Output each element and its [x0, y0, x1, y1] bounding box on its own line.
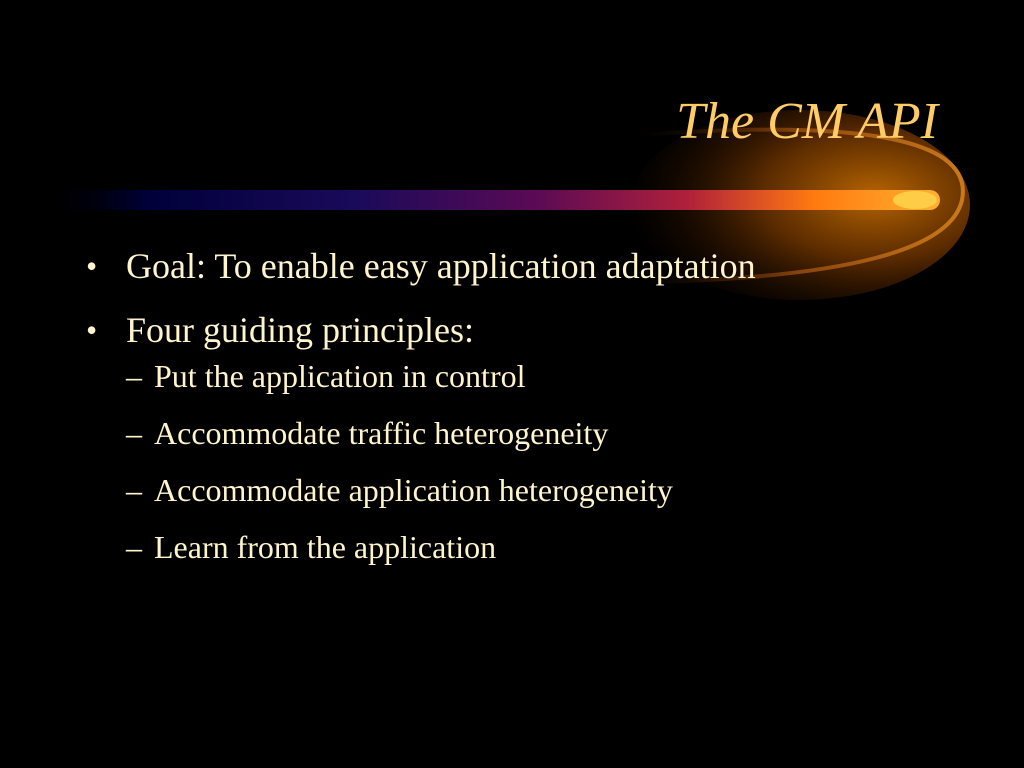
bullet-dot: • [86, 312, 98, 348]
gradient-bar [40, 190, 940, 210]
bullet-dot: • [86, 248, 98, 284]
sub-bullet-list [118, 356, 756, 567]
sub-bullet-item [118, 413, 756, 453]
bullet-principles [86, 308, 756, 567]
sub-bullet-item [118, 470, 756, 510]
bullet-text: Goal: To enable easy application adaptation [126, 246, 756, 286]
sub-bullet-item [118, 527, 756, 567]
sub-bullet-text: Put the application in control [154, 358, 526, 394]
bullet-text: Four guiding principles: [126, 310, 474, 350]
sub-bullet-dash: – [126, 358, 142, 394]
sub-bullet-dash: – [126, 415, 142, 451]
sub-bullet-dash: – [126, 472, 142, 508]
sub-bullet-item [118, 356, 756, 396]
sub-bullet-text: Accommodate application heterogeneity [154, 472, 673, 508]
sub-bullet-text: Learn from the application [154, 529, 497, 565]
slide-title: The CM API [676, 93, 938, 150]
bullet-list [86, 244, 756, 587]
bullet-goal [86, 244, 756, 288]
sub-bullet-text: Accommodate traffic heterogeneity [154, 415, 609, 451]
bar-tip-highlight [893, 191, 937, 209]
sub-bullet-dash: – [126, 529, 142, 565]
